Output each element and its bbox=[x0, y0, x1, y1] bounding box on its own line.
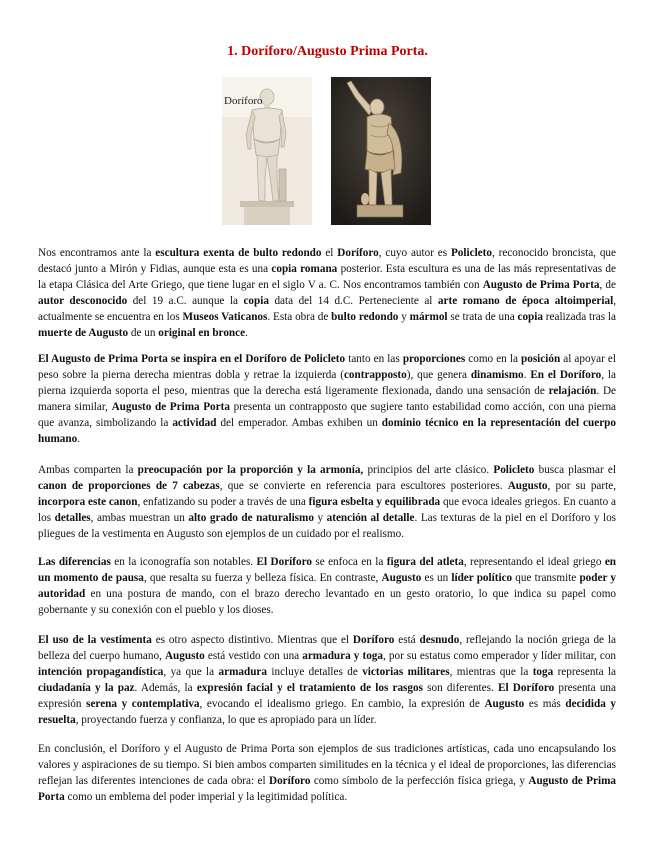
bold-text-run: atención al detalle bbox=[326, 512, 415, 525]
bold-text-run: alto grado de naturalismo bbox=[188, 512, 314, 525]
bold-text-run: Augusto de Prima Porta bbox=[111, 401, 230, 414]
paragraph-differences: Las diferencias en la iconografía son notables. El Doríforo se enfoca en la figura del atleta, representando el ideal griego en un momento de pausa, que resalta su fuerza y belleza física. En contraste, Augusto es un líder político que transmite poder y autoridad en una postura de mando, con el brazo derecho levantado en un gesto oratorio, lo que indica su papel como gobernante y su conexión con el pueblo y los dioses. bbox=[38, 556, 617, 617]
bold-text-run: incorpora este canon bbox=[38, 496, 138, 509]
bold-text-run: Policleto bbox=[493, 464, 535, 476]
bold-text-run: escultura exenta de bulto redondo bbox=[155, 247, 322, 259]
bold-text-run: proporciones bbox=[402, 353, 466, 365]
bold-text-run: bulto redondo bbox=[331, 311, 399, 324]
bold-text-run: Augusto bbox=[484, 698, 525, 711]
bold-text-run: desnudo bbox=[419, 634, 460, 646]
bold-text-run: posición bbox=[521, 353, 561, 365]
paragraph-conclusion: En conclusión, el Doríforo y el Augusto de Prima Porta son ejemplos de sus tradiciones artísticas, cada uno encapsulando los valores y aspiraciones de su tiempo. Si bien ambos comparten similitudes en la técnica y el ideal de proporciones, las diferencias reflejan las diferentes intenciones de cada obra: el Doríforo como símbolo de la perfección física griega, y Augusto de Prima Porta como un emblema del poder imperial y la legitimidad política. bbox=[38, 743, 616, 804]
bold-text-run: arte romano de época altoimperial bbox=[437, 295, 614, 308]
page-title: 1. Doríforo/Augusto Prima Porta. bbox=[227, 44, 428, 59]
bold-text-run: expresión facial y el tratamiento de los rasgos bbox=[196, 682, 423, 695]
bold-text-run: armadura y toga bbox=[302, 650, 383, 663]
bold-text-run: El Doríforo bbox=[497, 682, 555, 695]
bold-text-run: mármol bbox=[409, 311, 448, 324]
bold-text-run: Las diferencias bbox=[38, 556, 111, 568]
bold-text-run: copia bbox=[243, 295, 269, 308]
bold-text-run: El uso de la vestimenta bbox=[38, 634, 152, 646]
paragraph-clothing: El uso de la vestimenta es otro aspecto distintivo. Mientras que el Doríforo está desnudo, reflejando la noción griega de la belleza del cuerpo humano, Augusto está vestido con una armadura y toga, por su estatus como emperador y líder militar, con intención propagandística, ya que la armadura incluye detalles de victorias militares, mientras que la toga representa la ciudadanía y la paz. Además, la expresión facial y el tratamiento de los rasgos son diferentes. El Doríforo presenta una expresión serena y contemplativa, evocando el idealismo griego. En cambio, la expresión de Augusto es más decidida y resuelta, proyectando fuerza y confianza, lo que es apropiado para un líder. bbox=[38, 634, 617, 727]
bold-text-run: serena y contemplativa bbox=[86, 698, 200, 711]
bold-text-run: autor desconocido bbox=[38, 295, 128, 308]
augusto-statue-drawing bbox=[331, 77, 431, 225]
bold-text-run: Policleto bbox=[450, 247, 492, 259]
bold-text-run: victorias militares bbox=[362, 666, 450, 679]
bold-text-run: Doríforo bbox=[268, 775, 311, 788]
bold-text-run: actividad bbox=[172, 417, 217, 430]
augusto-prima-porta-image bbox=[331, 77, 431, 225]
paragraph-inspiration: El Augusto de Prima Porta se inspira en el Doríforo de Policleto tanto en las proporciones como en la posición al apoyar el peso sobre la pierna derecha mientras dobla y retrae la izquierda (contrapposto), que genera dinamismo. En el Doríforo, la pierna izquierda soporta el peso, mientras que la derecha está ligeramente flexionada, dando una sensación de relajación. De manera similar, Augusto de Prima Porta presenta un contrapposto que sugiere tanto estabilidad como acción, con una pierna que avanza, simbolizando la actividad del emperador. Ambas exhiben un dominio técnico en la representación del cuerpo humano. bbox=[38, 353, 616, 446]
bold-text-run: dominio técnico en la representación del cuerpo humano bbox=[38, 417, 616, 446]
bold-text-run: canon de proporciones de 7 cabezas bbox=[38, 480, 220, 493]
bold-text-run: Augusto de Prima Porta bbox=[38, 775, 616, 804]
bold-text-run: ciudadanía y la paz bbox=[38, 682, 135, 695]
bold-text-run: relajación bbox=[548, 385, 597, 398]
bold-text-run: en un momento de pausa bbox=[38, 556, 617, 585]
bold-text-run: decidida y resuelta bbox=[38, 698, 616, 727]
bold-text-run: toga bbox=[532, 666, 554, 679]
bold-text-run: Augusto bbox=[381, 572, 422, 585]
bold-text-run: líder político bbox=[451, 572, 513, 585]
bold-text-run: figura del atleta bbox=[386, 556, 464, 568]
bold-text-run: dinamismo bbox=[470, 369, 524, 382]
bold-text-run: Doríforo bbox=[337, 247, 379, 259]
bold-text-run: Augusto de Prima Porta bbox=[482, 279, 600, 292]
bold-text-run: Augusto bbox=[164, 650, 205, 663]
bold-text-run: figura esbelta y equilibrada bbox=[308, 496, 441, 509]
bold-text-run: copia bbox=[517, 311, 543, 324]
doriforo-image-label: Doríforo bbox=[224, 95, 263, 107]
bold-text-run: detalles bbox=[54, 512, 91, 525]
bold-text-run: original en bronce bbox=[158, 327, 246, 340]
bold-text-run: preocupación por la proporción y la armonía, bbox=[137, 464, 364, 476]
bold-text-run: poder y autoridad bbox=[38, 572, 616, 601]
bold-text-run: El Doríforo bbox=[256, 556, 312, 568]
bold-text-run: Museos Vaticanos bbox=[182, 311, 268, 324]
bold-text-run: intención propagandística bbox=[38, 666, 164, 679]
bold-text-run: armadura bbox=[218, 666, 267, 679]
paragraph-introduction: Nos encontramos ante la escultura exenta de bulto redondo el Doríforo, cuyo autor es Policleto, reconocido broncista, que destacó junto a Mirón y Fidias, aunque esta es una copia romana posterior. Esta escultura es una de las más representativas de la etapa Clásica del Arte Griego, que tiene lugar en el siglo V a. C. Nos encontramos también con Augusto de Prima Porta, de autor desconocido del 19 a.C. aunque la copia data del 14 d.C. Perteneciente al arte romano de época altoimperial, actualmente se encuentra en los Museos Vaticanos. Esta obra de bulto redondo y mármol se trata de una copia realizada tras la muerte de Augusto de un original en bronce. bbox=[38, 247, 617, 340]
doriforo-statue-image bbox=[222, 77, 312, 225]
bold-text-run: En el Doríforo bbox=[530, 369, 602, 382]
bold-text-run: muerte de Augusto bbox=[38, 327, 129, 340]
bold-text-run: Doríforo bbox=[352, 634, 395, 646]
bold-text-run: El Augusto de Prima Porta se inspira en el Doríforo de Policleto bbox=[38, 353, 346, 365]
paragraph-proportion: Ambas comparten la preocupación por la proporción y la armonía, principios del arte clásico. Policleto busca plasmar el canon de proporciones de 7 cabezas, que se convierte en referencia para escultores posteriores. Augusto, por su parte, incorpora este canon, enfatizando su poder a través de una figura esbelta y equilibrada que evoca ideales griegos. En cuanto a los detalles, ambas muestran un alto grado de naturalismo y atención al detalle. Las texturas de la piel en el Doríforo y los pliegues de la vestimenta en Augusto son ejemplos de un cuidado por el realismo. bbox=[38, 464, 617, 541]
bold-text-run: contrapposto bbox=[343, 369, 407, 382]
bold-text-run: copia romana bbox=[271, 263, 338, 276]
bold-text-run: Augusto bbox=[507, 480, 548, 493]
